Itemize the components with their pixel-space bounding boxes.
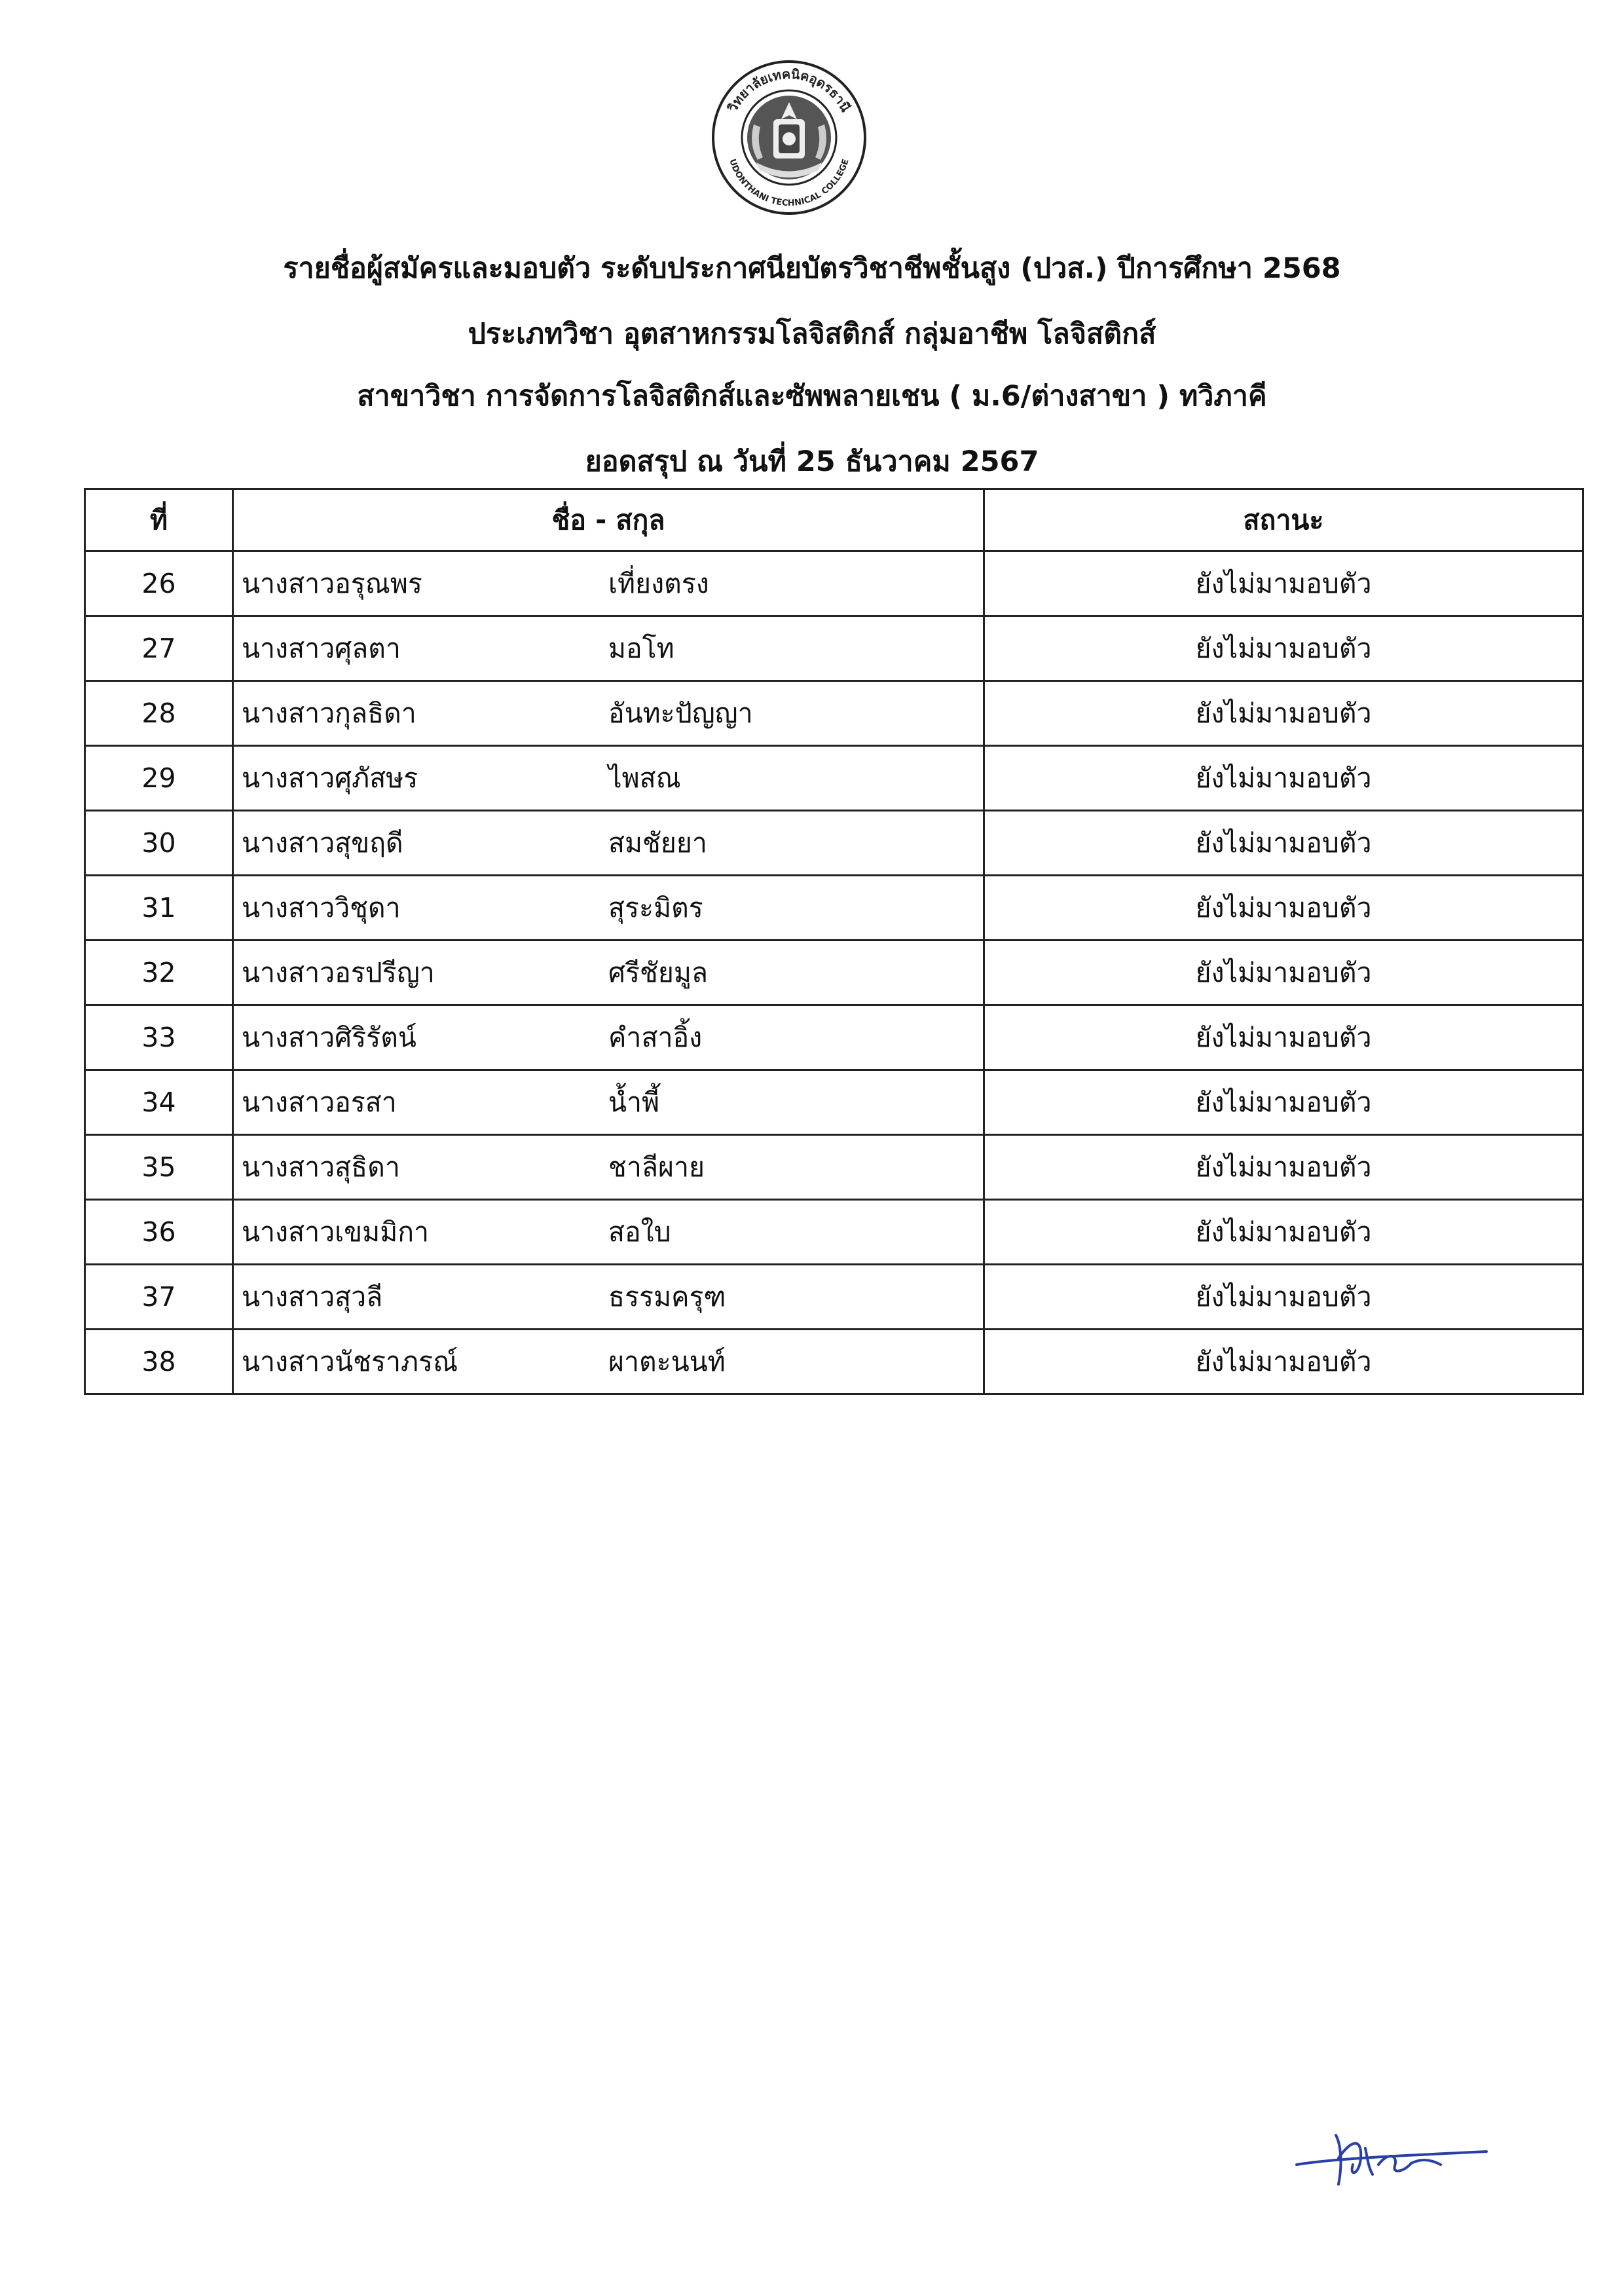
row-name (233, 1200, 984, 1265)
row-name (233, 941, 984, 1005)
signature-mark (1290, 2119, 1500, 2197)
table-row (85, 811, 1583, 876)
row-number: 34 (85, 1070, 233, 1135)
first-name: นางสาวกุลธิดา (242, 697, 416, 729)
row-status: ยังไม่มามอบตัว (984, 1070, 1583, 1135)
last-name: สอใบ (608, 1216, 671, 1248)
last-name: มอโท (608, 632, 674, 664)
row-status: ยังไม่มามอบตัว (984, 1265, 1583, 1330)
first-name: นางสาวสุธิดา (242, 1151, 400, 1183)
first-name: นางสาวสุวลี (242, 1280, 383, 1313)
row-status: ยังไม่มามอบตัว (984, 616, 1583, 681)
first-name: นางสาวอรปรีญา (242, 956, 435, 988)
table-row (85, 1070, 1583, 1135)
row-number: 32 (85, 941, 233, 1005)
first-name: นางสาวอรุณพร (242, 567, 422, 599)
table-row (85, 551, 1583, 616)
row-name (233, 1135, 984, 1200)
summary-date: ยอดสรุป ณ วันที่ 25 ธันวาคม 2567 (585, 445, 1039, 478)
row-number: 33 (85, 1005, 233, 1070)
row-name (233, 1070, 984, 1135)
row-status: ยังไม่มามอบตัว (984, 746, 1583, 811)
row-name (233, 1005, 984, 1070)
row-name (233, 551, 984, 616)
column-header-name: ชื่อ - สกุล (233, 489, 984, 551)
row-name (233, 746, 984, 811)
row-name (233, 1330, 984, 1394)
row-number: 26 (85, 551, 233, 616)
table-row (85, 876, 1583, 941)
table-row (85, 1330, 1583, 1394)
table-row (85, 616, 1583, 681)
table-row (85, 1005, 1583, 1070)
row-number: 28 (85, 681, 233, 746)
table-row (85, 746, 1583, 811)
row-status: ยังไม่มามอบตัว (984, 681, 1583, 746)
applicant-table (84, 488, 1584, 1395)
row-number: 38 (85, 1330, 233, 1394)
row-name (233, 681, 984, 746)
row-name (233, 616, 984, 681)
row-status: ยังไม่มามอบตัว (984, 1005, 1583, 1070)
row-status: ยังไม่มามอบตัว (984, 811, 1583, 876)
seal-text-top: วิทยาลัยเทคนิคอุดรธานี (724, 65, 854, 115)
row-number: 36 (85, 1200, 233, 1265)
last-name: อันทะปัญญา (608, 697, 753, 729)
row-name (233, 1265, 984, 1330)
row-name (233, 876, 984, 941)
table-row (85, 1135, 1583, 1200)
row-number: 29 (85, 746, 233, 811)
first-name: นางสาวสุขฤดี (242, 827, 403, 859)
row-name (233, 811, 984, 876)
college-seal-logo (710, 59, 868, 216)
row-number: 35 (85, 1135, 233, 1200)
row-number: 31 (85, 876, 233, 941)
row-number: 27 (85, 616, 233, 681)
table-row (85, 941, 1583, 1005)
last-name: ผาตะนนท์ (608, 1345, 726, 1377)
last-name: สมชัยยา (608, 827, 707, 859)
table-header-row (85, 489, 1583, 551)
last-name: คำสาอิ้ง (608, 1021, 703, 1053)
row-status: ยังไม่มามอบตัว (984, 1330, 1583, 1394)
last-name: ไพสณ (608, 762, 681, 794)
program-type: ประเภทวิชา อุตสาหกรรมโลจิสติกส์ กลุ่มอาชีพ โลจิสติกส์ (468, 318, 1156, 350)
last-name: ชาลีผาย (608, 1151, 705, 1183)
table-row (85, 681, 1583, 746)
last-name: สุระมิตร (608, 891, 703, 923)
row-status: ยังไม่มามอบตัว (984, 551, 1583, 616)
column-header-status: สถานะ (984, 489, 1583, 551)
last-name: ธรรมครุฑ (608, 1280, 726, 1313)
row-status: ยังไม่มามอบตัว (984, 1200, 1583, 1265)
table-row (85, 1200, 1583, 1265)
first-name: นางสาวอรสา (242, 1086, 397, 1118)
first-name: นางสาวเขมมิกา (242, 1216, 430, 1248)
row-number: 30 (85, 811, 233, 876)
first-name: นางสาววิชุดา (242, 891, 401, 923)
last-name: เที่ยงตรง (608, 567, 709, 599)
first-name: นางสาวนัชราภรณ์ (242, 1345, 458, 1377)
first-name: นางสาวศิริรัตน์ (242, 1021, 416, 1053)
row-status: ยังไม่มามอบตัว (984, 941, 1583, 1005)
column-header-no: ที่ (85, 489, 233, 551)
row-number: 37 (85, 1265, 233, 1330)
row-status: ยังไม่มามอบตัว (984, 1135, 1583, 1200)
seal-text-bottom: UDONTHANI TECHNICAL COLLEGE (727, 157, 851, 209)
table-row (85, 1265, 1583, 1330)
document-title: รายชื่อผู้สมัครและมอบตัว ระดับประกาศนียบัตรวิชาชีพชั้นสูง (ปวส.) ปีการศึกษา 2568 (283, 252, 1341, 285)
first-name: นางสาวศุลตา (242, 632, 401, 664)
last-name: น้ำพี้ (608, 1086, 660, 1118)
last-name: ศรีชัยมูล (608, 956, 709, 988)
program-major: สาขาวิชา การจัดการโลจิสติกส์และซัพพลายเชน ( ม.6/ต่างสาขา ) ทวิภาคี (357, 380, 1267, 413)
row-status: ยังไม่มามอบตัว (984, 876, 1583, 941)
first-name: นางสาวศุภัสษร (242, 762, 418, 794)
